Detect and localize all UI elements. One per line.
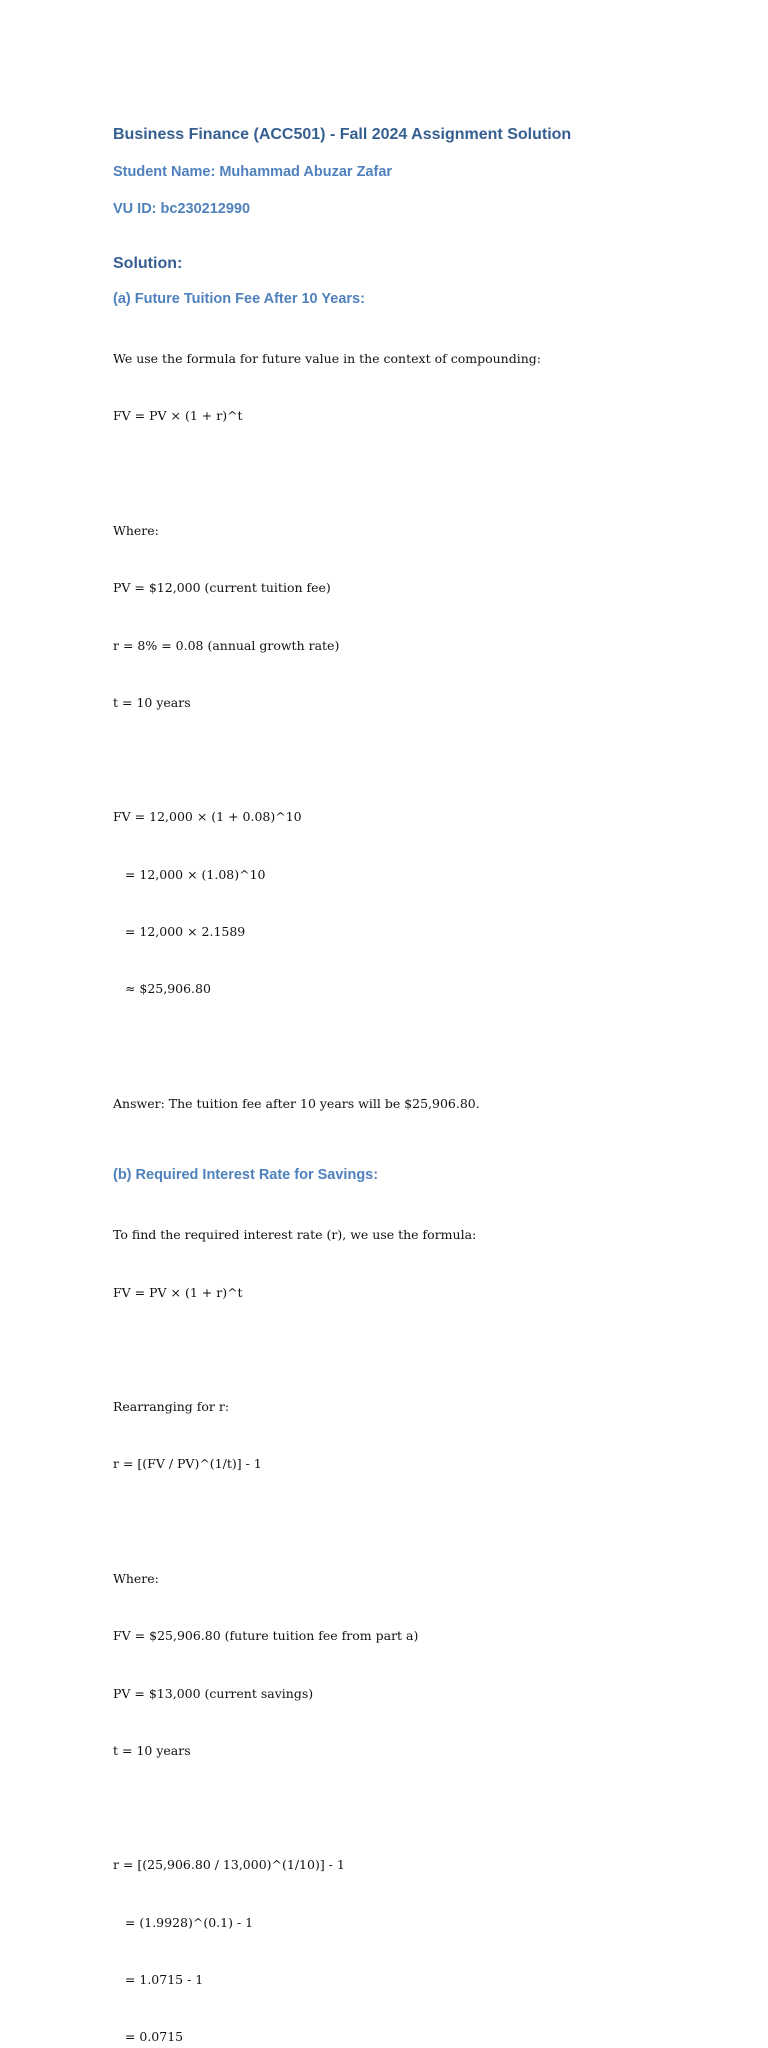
section-b-line: = (1.9928)^(0.1) - 1 [113, 1914, 254, 1930]
section-b-line: FV = $25,906.80 (future tuition fee from part a) [113, 1628, 419, 1644]
section-a-line [113, 750, 713, 769]
section-b-line: PV = $13,000 (current savings) [113, 1685, 314, 1701]
section-a-line: PV = $12,000 (current tuition fee) [113, 580, 331, 596]
section-b-line: t = 10 years [113, 1742, 191, 1758]
section-a-line: FV = PV × (1 + r)^t [113, 408, 243, 424]
section-b-line: To find the required interest rate (r), we use the formula: [113, 1227, 477, 1243]
section-b-heading: (b) Required Interest Rate for Savings: [113, 1167, 379, 1184]
section-a-line: = 12,000 × 2.1589 [113, 924, 246, 939]
section-a-line: We use the formula for future value in the context of compounding: [113, 351, 541, 367]
document-title: Business Finance (ACC501) - Fall 2024 Assignment Solution [113, 126, 572, 143]
section-a-answer: Answer: The tuition fee after 10 years will be $25,906.80. [113, 1095, 480, 1111]
vu-id: VU ID: bc230212990 [113, 201, 251, 217]
section-b-line [113, 1512, 713, 1531]
section-b-body [113, 1187, 713, 2048]
section-b-line: FV = PV × (1 + r)^t [113, 1284, 243, 1300]
section-a-line: r = 8% = 0.08 (annual growth rate) [113, 637, 340, 653]
section-b-line: = 1.0715 - 1 [113, 1971, 204, 1987]
section-b-line: r = [(FV / PV)^(1/t)] - 1 [113, 1456, 262, 1472]
student-name: Student Name: Muhammad Abuzar Zafar [113, 164, 393, 180]
section-b-line: = 0.0715 [113, 2029, 184, 2045]
solution-heading: Solution: [113, 255, 183, 272]
section-a-line: Where: [113, 523, 159, 539]
section-b-line [113, 1340, 713, 1359]
section-a-line [113, 464, 713, 483]
section-a-line: t = 10 years [113, 694, 191, 710]
section-b-line: Rearranging for r: [113, 1399, 230, 1415]
section-a-heading: (a) Future Tuition Fee After 10 Years: [113, 291, 365, 307]
section-a-line [113, 1037, 713, 1056]
section-b-line [113, 1798, 713, 1817]
section-b-line: r = [(25,906.80 / 13,000)^(1/10)] - 1 [113, 1857, 345, 1873]
document-page [113, 124, 713, 2048]
section-a-line: ≈ $25,906.80 [113, 981, 211, 997]
section-a-line: FV = 12,000 × (1 + 0.08)^10 [113, 809, 302, 825]
section-b-line: Where: [113, 1571, 159, 1586]
section-a-line: = 12,000 × (1.08)^10 [113, 866, 266, 882]
section-a-body [113, 311, 713, 1151]
